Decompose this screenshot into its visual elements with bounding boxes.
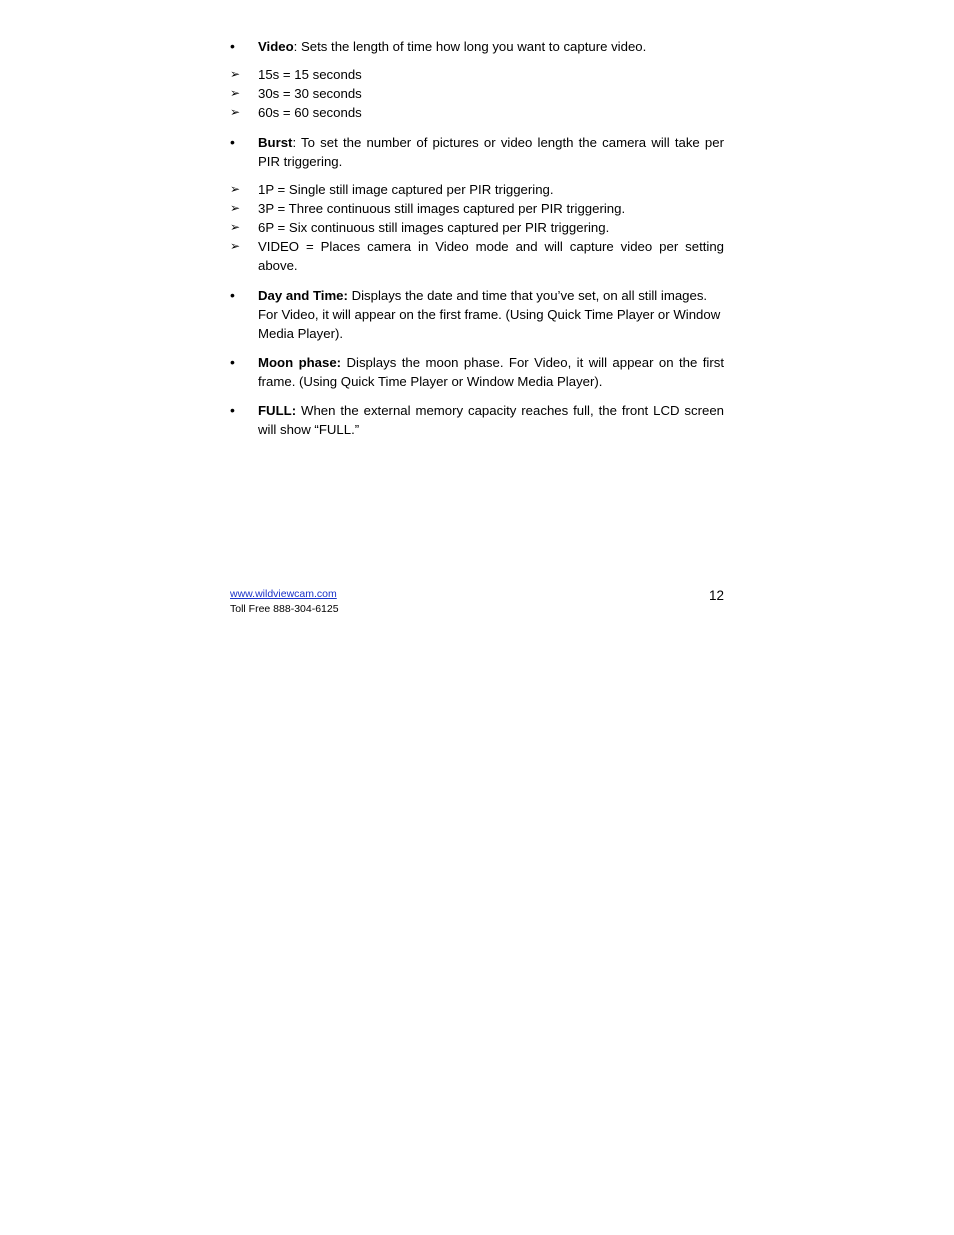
bullet-description: Displays the moon phase. For Video, it will appear on the first frame. (Using Quick Time Player or Window Media Player). (258, 355, 724, 389)
bullet-item-burst (230, 133, 724, 275)
arrow-bullet-icon: ➢ (230, 182, 241, 196)
bullet-text (258, 133, 724, 171)
bullet-description: Displays the date and time that you’ve set, on all still images. For Video, it will appear on the first frame. (Using Quick Time Player or Window Media Player). (258, 288, 721, 341)
bullet-description: When the external memory capacity reaches full, the front LCD screen will show “FULL.” (258, 403, 724, 437)
bullet-icon: • (230, 287, 235, 303)
sub-item-text: VIDEO = Places camera in Video mode and will capture video per setting above. (258, 239, 724, 273)
bullet-text (258, 37, 724, 56)
arrow-bullet-icon: ➢ (230, 220, 241, 234)
bullet-item-day-and-time (230, 286, 724, 343)
bullet-icon: • (230, 134, 235, 150)
sub-item-text: 3P = Three continuous still images captured per PIR triggering. (258, 201, 626, 216)
sub-list-item (230, 199, 724, 218)
bullet-label: Burst (258, 135, 293, 150)
sub-list (230, 180, 724, 275)
bullet-text (258, 353, 724, 391)
sub-item-text: 6P = Six continuous still images captured per PIR triggering. (258, 220, 610, 235)
bullet-text (258, 401, 724, 439)
bullet-icon: • (230, 354, 235, 370)
website-link[interactable]: www.wildviewcam.com (230, 588, 337, 600)
bullet-icon: • (230, 402, 235, 418)
sub-list-item (230, 180, 724, 199)
arrow-bullet-icon: ➢ (230, 67, 241, 81)
arrow-bullet-icon: ➢ (230, 201, 241, 215)
bullet-label: Video (258, 39, 294, 54)
bullet-description: : Sets the length of time how long you want to capture video. (293, 39, 647, 54)
sub-list-item (230, 103, 724, 122)
toll-free-phone: Toll Free 888-304-6125 (230, 603, 339, 615)
bullet-item-full (230, 401, 724, 439)
bullet-text (258, 286, 724, 343)
sub-item-text: 60s = 60 seconds (258, 105, 362, 120)
bullet-description: : To set the number of pictures or video length the camera will take per PIR triggering. (258, 135, 724, 169)
sub-list-item (230, 218, 724, 237)
sub-list-item (230, 84, 724, 103)
arrow-bullet-icon: ➢ (230, 86, 241, 100)
sub-item-text: 30s = 30 seconds (258, 86, 362, 101)
arrow-bullet-icon: ➢ (230, 239, 241, 253)
sub-list (230, 65, 724, 122)
arrow-bullet-icon: ➢ (230, 105, 241, 119)
bullet-label: FULL: (258, 403, 297, 418)
bullet-label: Day and Time: (258, 288, 348, 303)
bullet-item-moon-phase (230, 353, 724, 391)
sub-list-item (230, 237, 724, 275)
sub-item-text: 15s = 15 seconds (258, 67, 362, 82)
page-number: 12 (708, 588, 724, 603)
bullet-label: Moon phase: (258, 355, 342, 370)
bullet-icon: • (230, 38, 235, 54)
sub-item-text: 1P = Single still image captured per PIR triggering. (258, 182, 554, 197)
sub-list-item (230, 65, 724, 84)
bullet-item-video (230, 37, 724, 122)
